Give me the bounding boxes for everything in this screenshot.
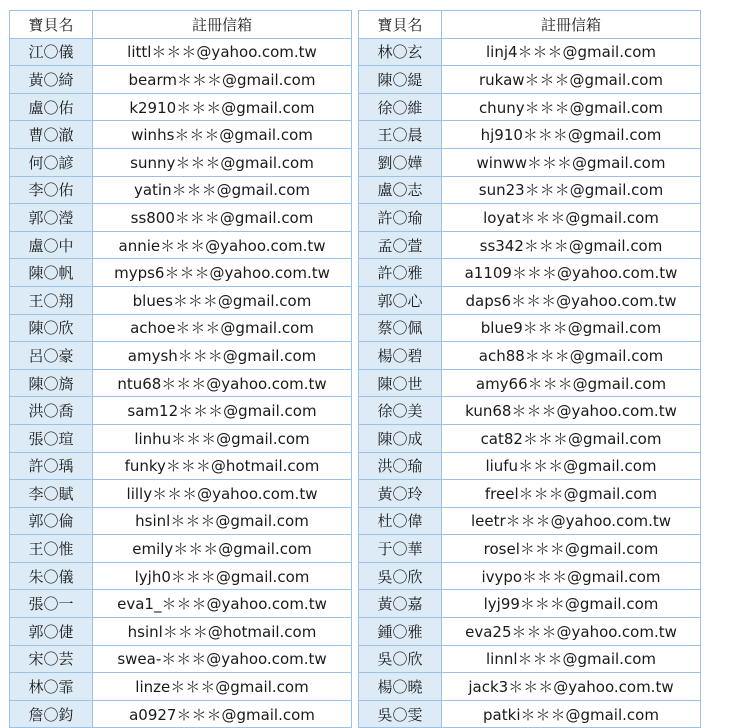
- table-row: [10, 700, 701, 728]
- right-email-cell: amy66＊＊＊@gmail.com: [442, 369, 701, 397]
- right-name-cell: 林〇玄: [359, 38, 442, 66]
- header-left-name: 寶貝名: [10, 11, 93, 39]
- table-row: [10, 452, 701, 480]
- left-email-cell: blues＊＊＊@gmail.com: [93, 286, 352, 314]
- column-gap: [352, 618, 359, 646]
- right-name-cell: 劉〇嬅: [359, 148, 442, 176]
- column-gap: [352, 673, 359, 701]
- left-email-cell: sam12＊＊＊@gmail.com: [93, 397, 352, 425]
- left-email-cell: myps6＊＊＊@yahoo.com.tw: [93, 259, 352, 287]
- table-row: [10, 342, 701, 370]
- left-email-cell: swea-＊＊＊@yahoo.com.tw: [93, 645, 352, 673]
- left-name-cell: 盧〇中: [10, 231, 93, 259]
- left-email-cell: emily＊＊＊@gmail.com: [93, 535, 352, 563]
- right-email-cell: lyj99＊＊＊@gmail.com: [442, 590, 701, 618]
- left-name-cell: 李〇佑: [10, 176, 93, 204]
- left-email-cell: linze＊＊＊@gmail.com: [93, 673, 352, 701]
- column-gap: [352, 645, 359, 673]
- left-name-cell: 洪〇喬: [10, 397, 93, 425]
- right-email-cell: blue9＊＊＊@gmail.com: [442, 314, 701, 342]
- right-name-cell: 徐〇美: [359, 397, 442, 425]
- column-gap: [352, 121, 359, 149]
- table-row: [10, 66, 701, 94]
- left-name-cell: 郭〇倢: [10, 618, 93, 646]
- left-email-cell: eva1_＊＊＊@yahoo.com.tw: [93, 590, 352, 618]
- table-row: [10, 673, 701, 701]
- left-name-cell: 江〇儀: [10, 38, 93, 66]
- left-email-cell: littl＊＊＊@yahoo.com.tw: [93, 38, 352, 66]
- column-gap: [352, 231, 359, 259]
- table-row: [10, 369, 701, 397]
- right-email-cell: leetr＊＊＊@yahoo.com.tw: [442, 507, 701, 535]
- table-row: [10, 286, 701, 314]
- left-email-cell: annie＊＊＊@yahoo.com.tw: [93, 231, 352, 259]
- column-gap: [352, 507, 359, 535]
- right-email-cell: liufu＊＊＊@gmail.com: [442, 452, 701, 480]
- table-row: [10, 562, 701, 590]
- column-gap: [352, 93, 359, 121]
- registration-table: [9, 10, 701, 728]
- table-row: [10, 204, 701, 232]
- right-name-cell: 盧〇志: [359, 176, 442, 204]
- left-name-cell: 呂〇豪: [10, 342, 93, 370]
- left-name-cell: 陳〇旖: [10, 369, 93, 397]
- left-email-cell: linhu＊＊＊@gmail.com: [93, 424, 352, 452]
- left-name-cell: 曹〇澈: [10, 121, 93, 149]
- header-left-email: 註冊信箱: [93, 11, 352, 39]
- left-email-cell: amysh＊＊＊@gmail.com: [93, 342, 352, 370]
- right-email-cell: linj4＊＊＊@gmail.com: [442, 38, 701, 66]
- right-name-cell: 杜〇偉: [359, 507, 442, 535]
- left-email-cell: lilly＊＊＊@yahoo.com.tw: [93, 480, 352, 508]
- column-gap: [352, 176, 359, 204]
- right-name-cell: 王〇晨: [359, 121, 442, 149]
- right-email-cell: a1109＊＊＊@yahoo.com.tw: [442, 259, 701, 287]
- left-name-cell: 林〇霏: [10, 673, 93, 701]
- left-name-cell: 陳〇欣: [10, 314, 93, 342]
- right-email-cell: linnl＊＊＊@gmail.com: [442, 645, 701, 673]
- left-email-cell: a0927＊＊＊@gmail.com: [93, 700, 352, 728]
- left-name-cell: 陳〇帆: [10, 259, 93, 287]
- column-gap: [352, 562, 359, 590]
- right-email-cell: rosel＊＊＊@gmail.com: [442, 535, 701, 563]
- header-right-name: 寶貝名: [359, 11, 442, 39]
- right-name-cell: 陳〇世: [359, 369, 442, 397]
- left-name-cell: 何〇諺: [10, 148, 93, 176]
- right-email-cell: patki＊＊＊@gmail.com: [442, 700, 701, 728]
- right-email-cell: loyat＊＊＊@gmail.com: [442, 204, 701, 232]
- column-gap: [352, 314, 359, 342]
- left-name-cell: 張〇瑄: [10, 424, 93, 452]
- right-name-cell: 陳〇緹: [359, 66, 442, 94]
- left-email-cell: hsinl＊＊＊@gmail.com: [93, 507, 352, 535]
- right-email-cell: freel＊＊＊@gmail.com: [442, 480, 701, 508]
- right-email-cell: cat82＊＊＊@gmail.com: [442, 424, 701, 452]
- left-name-cell: 郭〇瀅: [10, 204, 93, 232]
- right-email-cell: ivypo＊＊＊@gmail.com: [442, 562, 701, 590]
- table-row: [10, 176, 701, 204]
- table-row: [10, 93, 701, 121]
- table-row: [10, 645, 701, 673]
- left-name-cell: 張〇一: [10, 590, 93, 618]
- left-email-cell: achoe＊＊＊@gmail.com: [93, 314, 352, 342]
- table-body: [10, 38, 701, 728]
- right-email-cell: eva25＊＊＊@yahoo.com.tw: [442, 618, 701, 646]
- column-gap: [352, 480, 359, 508]
- left-name-cell: 李〇賦: [10, 480, 93, 508]
- table-row: [10, 121, 701, 149]
- table-row: [10, 231, 701, 259]
- left-email-cell: k2910＊＊＊@gmail.com: [93, 93, 352, 121]
- right-email-cell: sun23＊＊＊@gmail.com: [442, 176, 701, 204]
- right-email-cell: ach88＊＊＊@gmail.com: [442, 342, 701, 370]
- table-row: [10, 259, 701, 287]
- left-email-cell: winhs＊＊＊@gmail.com: [93, 121, 352, 149]
- left-email-cell: lyjh0＊＊＊@gmail.com: [93, 562, 352, 590]
- right-name-cell: 蔡〇佩: [359, 314, 442, 342]
- left-email-cell: bearm＊＊＊@gmail.com: [93, 66, 352, 94]
- right-name-cell: 洪〇瑜: [359, 452, 442, 480]
- table-row: [10, 507, 701, 535]
- column-gap: [352, 369, 359, 397]
- right-email-cell: hj910＊＊＊@gmail.com: [442, 121, 701, 149]
- left-name-cell: 許〇瑀: [10, 452, 93, 480]
- right-email-cell: daps6＊＊＊@yahoo.com.tw: [442, 286, 701, 314]
- table-row: [10, 535, 701, 563]
- header-row: [10, 11, 701, 39]
- right-name-cell: 吳〇欣: [359, 645, 442, 673]
- right-name-cell: 孟〇萱: [359, 231, 442, 259]
- registration-table-container: [9, 10, 701, 728]
- left-name-cell: 郭〇倫: [10, 507, 93, 535]
- left-email-cell: ss800＊＊＊@gmail.com: [93, 204, 352, 232]
- header-right-email: 註冊信箱: [442, 11, 701, 39]
- right-email-cell: kun68＊＊＊@yahoo.com.tw: [442, 397, 701, 425]
- right-email-cell: jack3＊＊＊@yahoo.com.tw: [442, 673, 701, 701]
- right-name-cell: 吳〇欣: [359, 562, 442, 590]
- left-email-cell: sunny＊＊＊@gmail.com: [93, 148, 352, 176]
- column-gap: [352, 397, 359, 425]
- column-gap: [352, 342, 359, 370]
- column-gap: [352, 204, 359, 232]
- left-name-cell: 王〇翔: [10, 286, 93, 314]
- table-row: [10, 148, 701, 176]
- column-gap: [352, 424, 359, 452]
- left-name-cell: 朱〇儀: [10, 562, 93, 590]
- table-row: [10, 480, 701, 508]
- column-gap: [352, 38, 359, 66]
- table-row: [10, 38, 701, 66]
- left-name-cell: 盧〇佑: [10, 93, 93, 121]
- right-name-cell: 楊〇碧: [359, 342, 442, 370]
- table-row: [10, 618, 701, 646]
- left-name-cell: 宋〇芸: [10, 645, 93, 673]
- left-email-cell: hsinl＊＊＊@hotmail.com: [93, 618, 352, 646]
- right-name-cell: 鍾〇雅: [359, 618, 442, 646]
- column-gap: [352, 66, 359, 94]
- right-name-cell: 于〇華: [359, 535, 442, 563]
- right-email-cell: winww＊＊＊@gmail.com: [442, 148, 701, 176]
- right-email-cell: chuny＊＊＊@gmail.com: [442, 93, 701, 121]
- right-email-cell: rukaw＊＊＊@gmail.com: [442, 66, 701, 94]
- right-email-cell: ss342＊＊＊@gmail.com: [442, 231, 701, 259]
- column-gap: [352, 286, 359, 314]
- right-name-cell: 許〇瑜: [359, 204, 442, 232]
- left-email-cell: ntu68＊＊＊@yahoo.com.tw: [93, 369, 352, 397]
- table-row: [10, 424, 701, 452]
- left-email-cell: funky＊＊＊@hotmail.com: [93, 452, 352, 480]
- right-name-cell: 吳〇雯: [359, 700, 442, 728]
- right-name-cell: 郭〇心: [359, 286, 442, 314]
- right-name-cell: 楊〇曉: [359, 673, 442, 701]
- left-email-cell: yatin＊＊＊@gmail.com: [93, 176, 352, 204]
- left-name-cell: 黃〇綺: [10, 66, 93, 94]
- table-row: [10, 314, 701, 342]
- right-name-cell: 徐〇維: [359, 93, 442, 121]
- column-gap: [352, 11, 359, 39]
- left-name-cell: 王〇惟: [10, 535, 93, 563]
- right-name-cell: 陳〇成: [359, 424, 442, 452]
- column-gap: [352, 259, 359, 287]
- right-name-cell: 許〇雅: [359, 259, 442, 287]
- right-name-cell: 黃〇嘉: [359, 590, 442, 618]
- column-gap: [352, 452, 359, 480]
- table-row: [10, 590, 701, 618]
- column-gap: [352, 148, 359, 176]
- column-gap: [352, 700, 359, 728]
- column-gap: [352, 535, 359, 563]
- right-name-cell: 黃〇玲: [359, 480, 442, 508]
- table-row: [10, 397, 701, 425]
- left-name-cell: 詹〇鈞: [10, 700, 93, 728]
- column-gap: [352, 590, 359, 618]
